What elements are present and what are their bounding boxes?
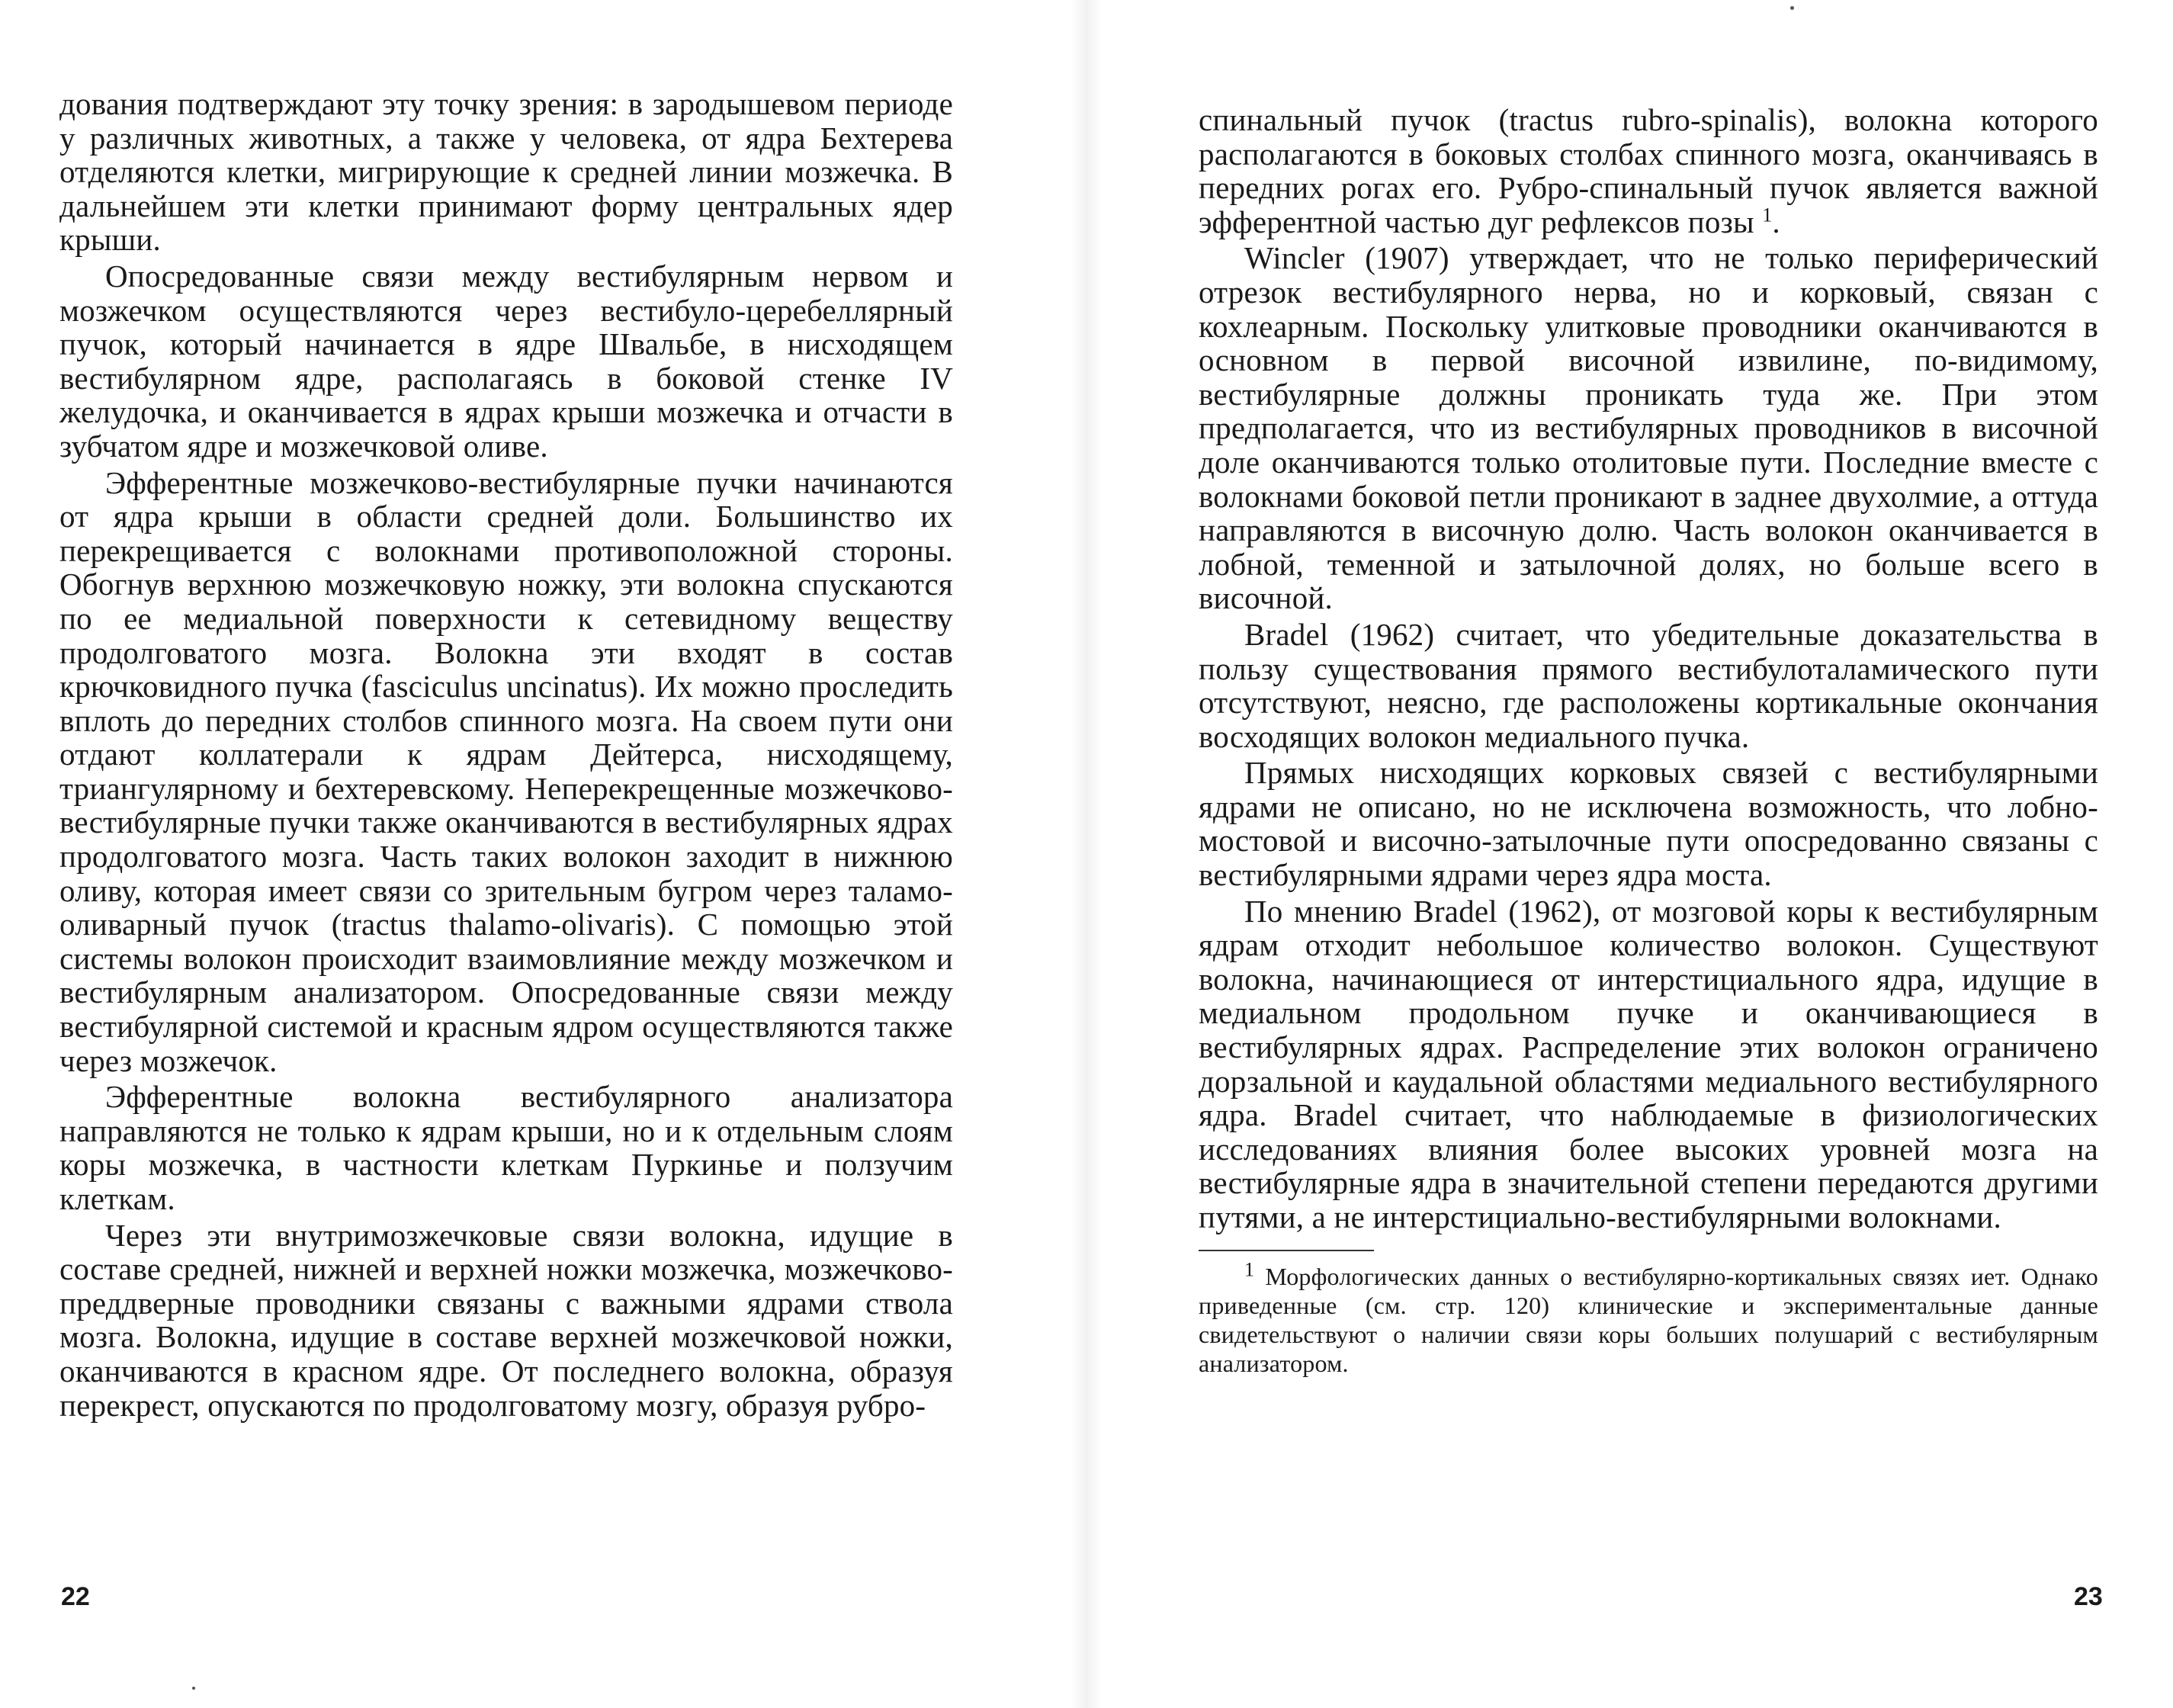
left-paragraph-5: Через эти внутримозжечковые связи волокна, идущие в составе средней, нижней и верхней ножки мозжечка, мозжечково-преддверные проводники связаны с важными ядрами ствола мозга. Волокна, идущие в составе верхней мозжечковой ножки, оканчиваются в красном ядре. От последнего волокна, образуя перекрест, опускаются по продолговатому мозгу, образуя рубро- xyxy=(59,1217,953,1423)
right-paragraph-1-text: спинальный пучок (tractus rubro-spinalis), волокна которого располагаются в боковых столбах спинного мозга, оканчиваясь в передних рогах его. Рубро-спинальный пучок является важной эфферентной частью дуг рефлексов позы xyxy=(1199,102,2098,239)
right-text-column xyxy=(1199,103,2098,1402)
footnote-divider xyxy=(1199,1250,1374,1251)
left-page xyxy=(0,0,1083,1708)
left-paragraph-2: Опосредованные связи между вестибулярным нервом и мозжечком осуществляются через вестибуло-церебеллярный пучок, который начинается в ядре Швальбе, в нисходящем вестибулярном ядре, располагаясь в боковой стенке IV желудочка, и оканчивается в ядрах крыши мозжечка и отчасти в зубчатом ядре и мозжечковой оливе. xyxy=(59,258,953,464)
right-paragraph-1: спинальный пучок (tractus rubro-spinalis), волокна которого располагаются в боковых столбах спинного мозга, оканчиваясь в передних рогах его. Рубро-спинальный пучок является важной эфферентной частью дуг рефлексов позы $^1$. xyxy=(1199,102,2098,239)
right-page-number: 23 xyxy=(2074,1582,2103,1611)
left-text-column xyxy=(59,87,953,1422)
print-speck xyxy=(192,1687,195,1690)
footnote xyxy=(1199,1257,2098,1378)
right-paragraph-4: Прямых нисходящих корковых связей с вестибулярными ядрами не описано, но не исключена возможность, что лобно-мостовой и височно-затылочные пути опосредованно связаны с вестибулярными ядрами через ядра моста. xyxy=(1199,755,2098,893)
footnote-text: Морфологических данных о вестибулярно-кортикальных связях иет. Однако приведенные (см. стр. 120) клинические и экспериментальные данные свидетельствуют о наличии связи коры больших полушарий с вестибулярным анализатором. xyxy=(1199,1262,2098,1377)
right-page xyxy=(1090,0,2173,1708)
left-page-number: 22 xyxy=(61,1582,90,1611)
footnote-marker: 1 xyxy=(1244,1257,1255,1280)
footnote-reference: 1 xyxy=(1762,204,1773,226)
left-paragraph-3: Эфферентные мозжечково-вестибулярные пучки начинаются от ядра крыши в области средней доли. Большинство их перекрещивается с волокнами противоположной стороны. Обогнув верхнюю мозжечковую ножку, эти волокна спускаются по ее медиальной поверхности к сетевидному веществу продолговатого мозга. Волокна эти входят в состав крючковидного пучка (fasciculus uncinatus). Их можно проследить вплоть до передних столбов спинного мозга. На своем пути они отдают коллатерали к ядрам Дейтерса, нисходящему, триангулярному и бехтеревскому. Неперекрещенные мозжечково-вестибулярные пучки также оканчиваются в вестибулярных ядрах продолговатого мозга. Часть таких волокон заходит в нижнюю оливу, которая имеет связи со зрительным бугром через таламо-оливарный пучок (tractus thalamo-olivaris). С помощью этой системы волокон происходит взаимовлияние между мозжечком и вестибулярным анализатором. Опосредованные связи между вестибулярной системой и красным ядром осуществляются также через мозжечок. xyxy=(59,464,953,1078)
left-paragraph-1: дования подтверждают эту точку зрения: в зародышевом периоде у различных животных, а также у человека, от ядра Бехтерева отделяются клетки, мигрирующие к средней линии мозжечка. В дальнейшем эти клетки принимают форму центральных ядер крыши. xyxy=(59,86,953,258)
print-speck xyxy=(1790,6,1794,10)
right-paragraph-3: Bradel (1962) считает, что убедительные доказательства в пользу существования прямого вестибулоталамического пути отсутствуют, неясно, где расположены кортикальные окончания восходящих волокон медиального пучка. xyxy=(1199,616,2098,754)
right-paragraph-5: По мнению Bradel (1962), от мозговой коры к вестибулярным ядрам отходит небольшое количество волокон. Существуют волокна, начинающиеся от интерстициального ядра, идущие в медиальном продольном пучке и оканчивающиеся в вестибулярных ядрах. Распределение этих волокон ограничено дорзальной и каудальной областями медиального вестибулярного ядра. Bradel считает, что наблюдаемые в физиологических исследованиях влияния более высоких уровней мозга на вестибулярные ядра в значительной степени передаются другими путями, а не интерстициально-вестибулярными волокнами. xyxy=(1199,893,2098,1234)
left-paragraph-4: Эфферентные волокна вестибулярного анализатора направляются не только к ядрам крыши, но и к отдельным слоям коры мозжечка, в частности клеткам Пуркинье и ползучим клеткам. xyxy=(59,1079,953,1216)
right-paragraph-2: Wincler (1907) утверждает, что не только периферический отрезок вестибулярного нерва, но и корковый, связан с кохлеарным. Поскольку улитковые проводники оканчиваются в основном в первой височной извилине, по-видимому, вестибулярные должны проникать туда же. При этом предполагается, что из вестибулярных проводников в височной доле оканчиваются только отолитовые пути. Последние вместе с волокнами боковой петли проникают в заднее двухолмие, а оттуда направляются в височную долю. Часть волокон оканчивается в лобной, теменной и затылочной долях, но больше всего в височной. xyxy=(1199,240,2098,616)
